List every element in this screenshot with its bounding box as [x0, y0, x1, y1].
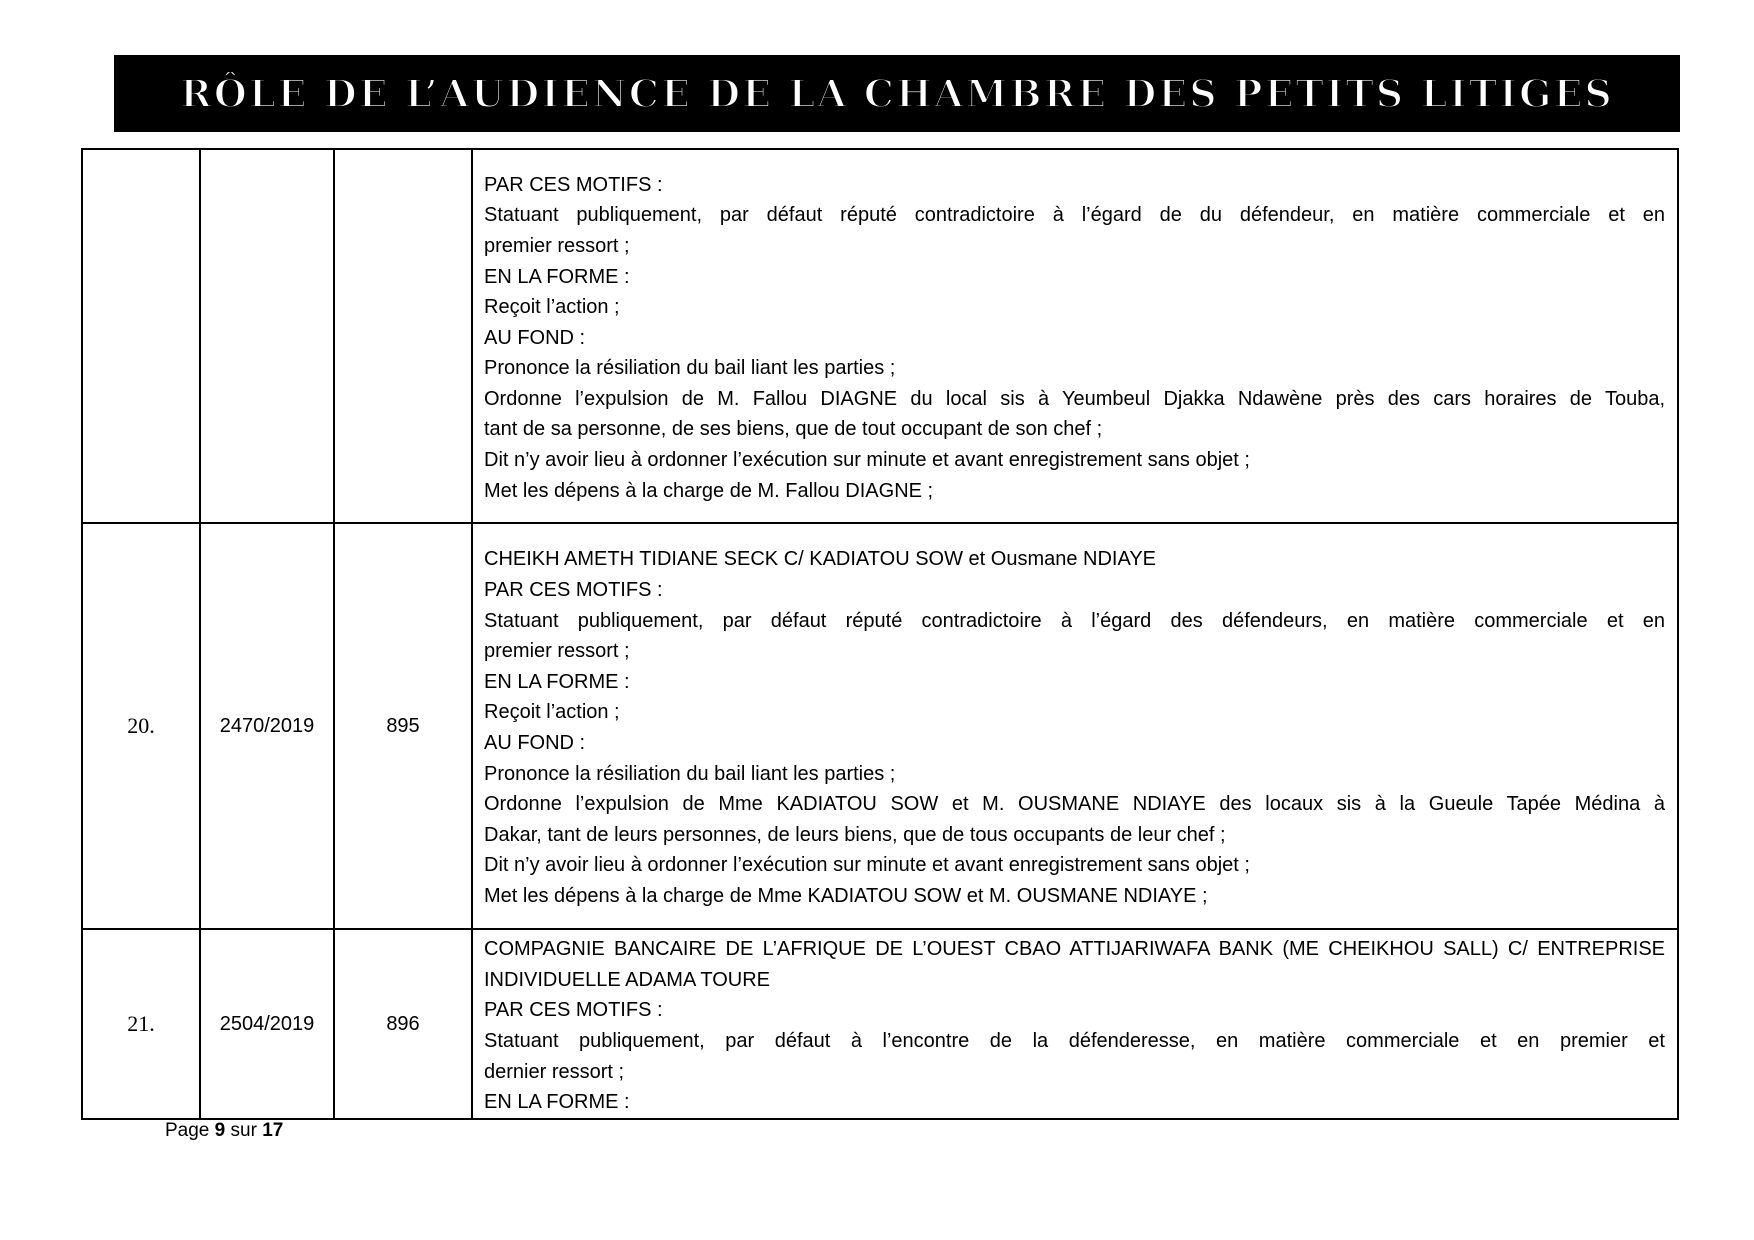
page-total: 17 [262, 1120, 284, 1141]
decision-line: EN LA FORME : [484, 265, 630, 288]
page-number: 9 [214, 1120, 226, 1141]
decision-text [472, 149, 1678, 523]
decision-line: Met les dépens à la charge de M. Fallou DIAGNE ; [484, 479, 934, 502]
decision-line: Statuant publiquement, par défaut réputé contradictoire à l’égard de du défendeur, en matière commerciale et en [484, 204, 1665, 227]
decision-line: PAR CES MOTIFS : [484, 579, 663, 602]
decision-line: Ordonne l’expulsion de Mme KADIATOU SOW et M. OUSMANE NDIAYE des locaux sis à la Gueule Tapée Médina à [484, 793, 1665, 816]
decision-line: EN LA FORME : [484, 1091, 630, 1114]
repertoire-number [334, 149, 472, 523]
decision-line: PAR CES MOTIFS : [484, 999, 663, 1022]
decision-line: Met les dépens à la charge de Mme KADIATOU SOW et M. OUSMANE NDIAYE ; [484, 884, 1208, 907]
decision-line: tant de sa personne, de ses biens, que de tout occupant de son chef ; [484, 418, 1103, 441]
page-footer [165, 1120, 283, 1142]
decision-line: Statuant publiquement, par défaut à l’encontre de la défenderesse, en matière commerciale et en premier et [484, 1030, 1665, 1052]
rg-number [200, 149, 334, 523]
repertoire-number: 895 [334, 523, 472, 929]
page-label: Page [165, 1120, 210, 1141]
table-row [82, 149, 1678, 523]
case-number [82, 149, 200, 523]
decision-line: Statuant publiquement, par défaut réputé contradictoire à l’égard des défendeurs, en matière commerciale et en [484, 609, 1665, 632]
document-header [114, 55, 1680, 132]
repertoire-number: 896 [334, 929, 472, 1119]
decision-line: Ordonne l’expulsion de M. Fallou DIAGNE du local sis à Yeumbeul Djakka Ndawène près des cars horaires de Touba, [484, 387, 1665, 410]
decision-line: Reçoit l’action ; [484, 296, 620, 319]
table-row [82, 523, 1678, 929]
decision-text [472, 523, 1678, 929]
decision-line: premier ressort ; [484, 640, 630, 663]
decision-line: Dit n’y avoir lieu à ordonner l’exécution sur minute et avant enregistrement sans objet ; [484, 449, 1250, 472]
case-number: 21. [82, 929, 200, 1119]
decision-line: premier ressort ; [484, 234, 630, 257]
page-of-label: sur [230, 1120, 257, 1141]
decision-text [472, 929, 1678, 1119]
hearing-roll-table [81, 148, 1679, 1120]
rg-number: 2504/2019 [200, 929, 334, 1119]
decision-line: Prononce la résiliation du bail liant les parties ; [484, 762, 896, 785]
decision-line: Dakar, tant de leurs personnes, de leurs biens, que de tous occupants de leur chef ; [484, 823, 1226, 846]
table-row [82, 929, 1678, 1119]
case-parties: INDIVIDUELLE ADAMA TOURE [484, 968, 771, 991]
decision-line: AU FOND : [484, 732, 586, 754]
document-title: RÔLE DE L’AUDIENCE DE LA CHAMBRE DES PETITS LITIGES [180, 71, 1614, 116]
decision-line: Prononce la résiliation du bail liant les parties ; [484, 357, 896, 380]
case-parties: COMPAGNIE BANCAIRE DE L’AFRIQUE DE L’OUEST CBAO ATTIJARIWAFA BANK (ME CHEIKHOU SALL) C/ ENTREPRISE [484, 938, 1665, 961]
decision-line: Dit n’y avoir lieu à ordonner l’exécution sur minute et avant enregistrement sans objet ; [484, 854, 1250, 877]
decision-line: Reçoit l’action ; [484, 701, 620, 724]
decision-line: AU FOND : [484, 326, 586, 349]
rg-number: 2470/2019 [200, 523, 334, 929]
case-parties: CHEIKH AMETH TIDIANE SECK C/ KADIATOU SOW et Ousmane NDIAYE [484, 548, 1157, 571]
case-number: 20. [82, 523, 200, 929]
decision-line: dernier ressort ; [484, 1060, 625, 1083]
decision-line: PAR CES MOTIFS : [484, 173, 663, 196]
decision-line: EN LA FORME : [484, 670, 630, 693]
